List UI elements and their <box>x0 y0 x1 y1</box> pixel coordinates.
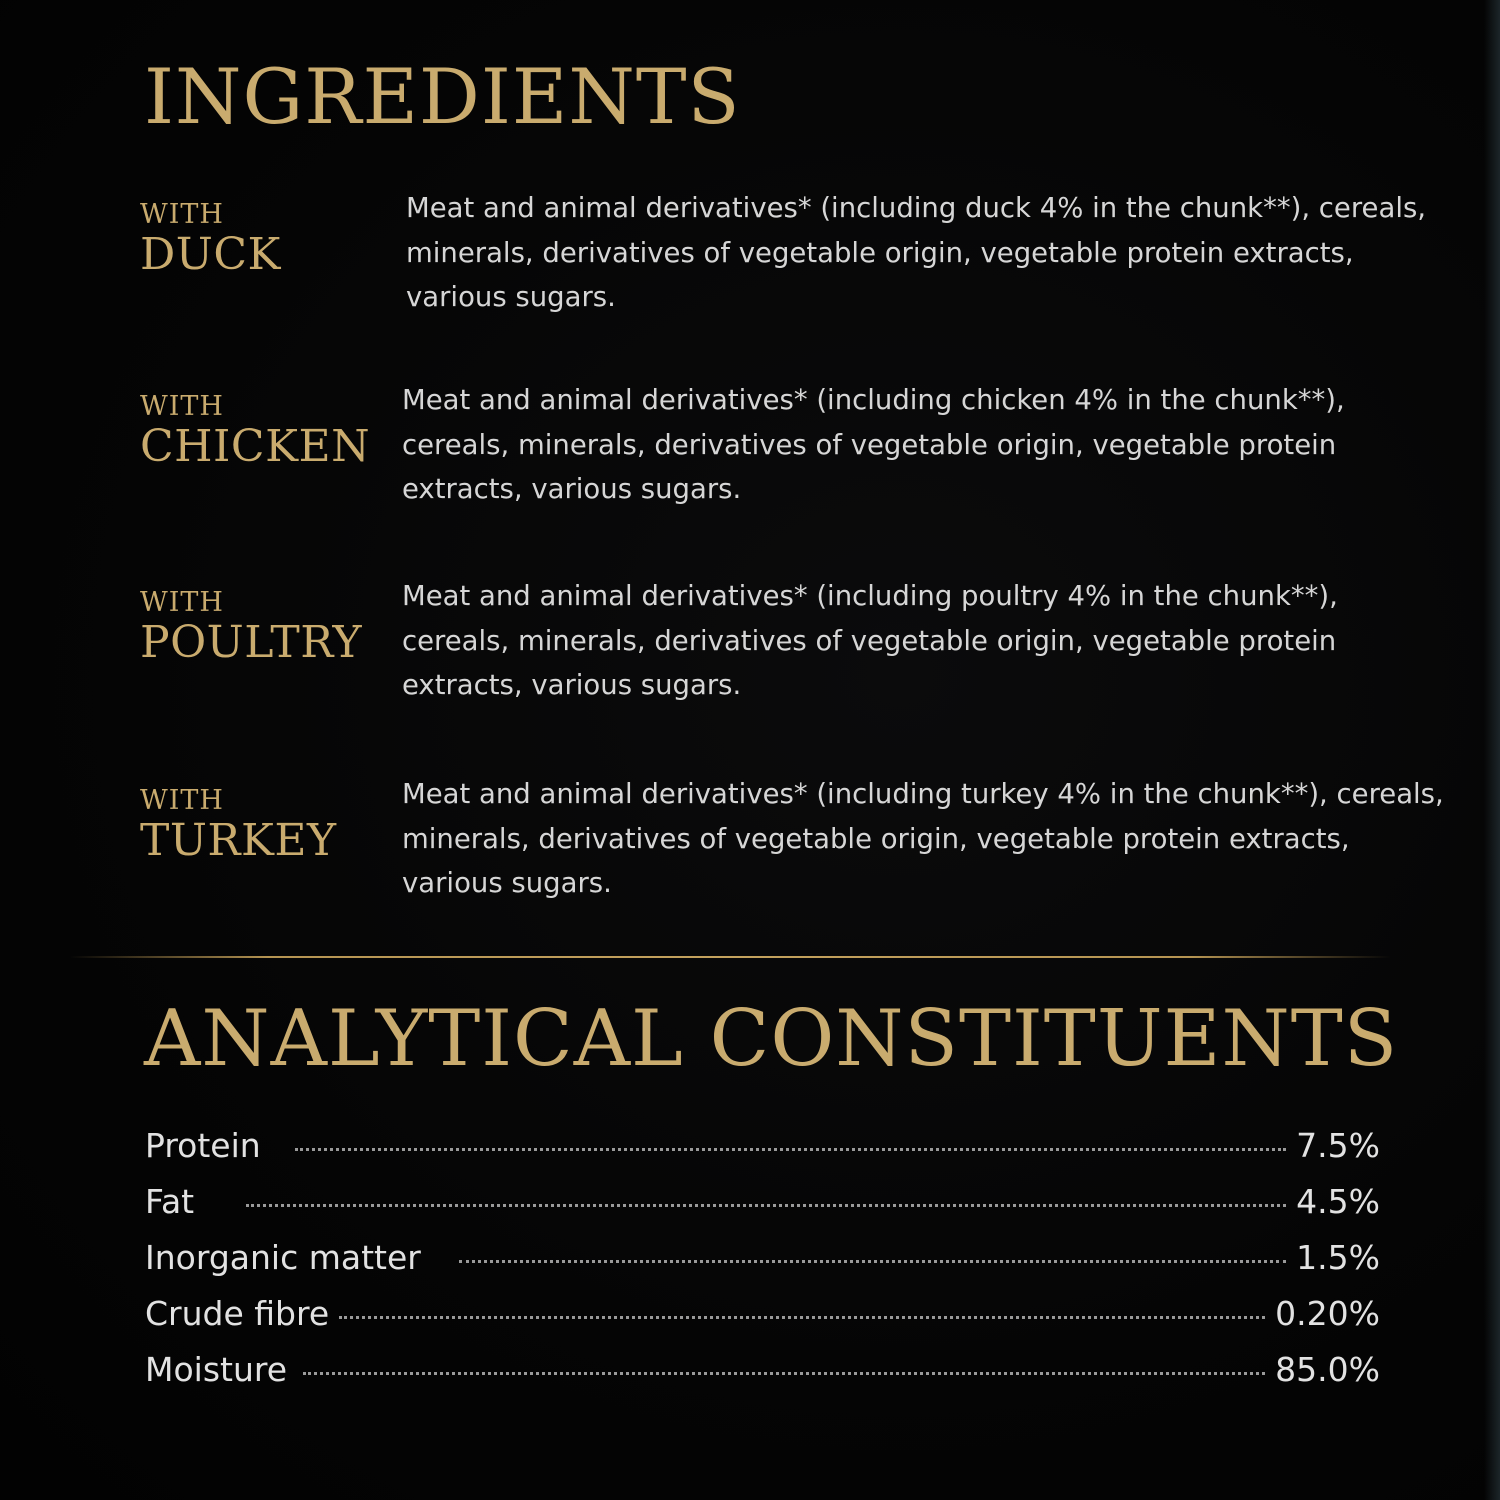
dot-leader <box>295 1148 1286 1151</box>
variant-name: DUCK <box>140 229 281 280</box>
ingredient-row-chicken <box>140 384 1450 512</box>
ingredient-row-duck <box>140 192 1450 320</box>
ingredients-heading: INGREDIENTS <box>144 52 741 141</box>
constituent-row-inorganic-matter <box>145 1238 1380 1294</box>
variant-with-label: WITH <box>140 391 224 422</box>
variant-name: CHICKEN <box>140 421 371 472</box>
ingredient-text: Meat and animal derivatives* (including chicken 4% in the chunk**), cereals, minerals, derivatives of vegetable origin, vegetable protein extracts, various sugars. <box>402 384 1345 505</box>
constituent-label: Crude fibre <box>145 1294 330 1333</box>
constituent-row-protein <box>145 1126 1380 1182</box>
variant-label <box>140 588 390 668</box>
constituent-value: 85.0% <box>1275 1350 1380 1389</box>
dot-leader <box>339 1316 1265 1319</box>
ingredient-text: Meat and animal derivatives* (including poultry 4% in the chunk**), cereals, minerals, derivatives of vegetable origin, vegetable protein extracts, various sugars. <box>402 580 1338 701</box>
variant-label <box>140 392 390 472</box>
ingredient-text: Meat and animal derivatives* (including duck 4% in the chunk**), cereals, minerals, derivatives of vegetable origin, vegetable protein extracts, various sugars. <box>406 192 1427 313</box>
variant-label <box>140 786 390 866</box>
variant-name: TURKEY <box>140 815 337 866</box>
variant-label <box>140 200 390 280</box>
constituent-value: 0.20% <box>1275 1294 1380 1333</box>
variant-name: POULTRY <box>140 617 363 668</box>
dot-leader <box>246 1204 1286 1207</box>
variant-with-label: WITH <box>140 587 224 618</box>
constituents-list <box>145 1126 1380 1406</box>
ingredient-row-poultry <box>140 580 1450 708</box>
constituent-value: 7.5% <box>1296 1126 1380 1165</box>
constituent-row-crude-fibre <box>145 1294 1380 1350</box>
constituent-row-fat <box>145 1182 1380 1238</box>
constituent-value: 4.5% <box>1296 1182 1380 1221</box>
constituent-label: Protein <box>145 1126 261 1165</box>
ingredient-row-turkey <box>140 778 1450 906</box>
dot-leader <box>459 1260 1286 1263</box>
variant-with-label: WITH <box>140 199 224 230</box>
analytical-constituents-heading: ANALYTICAL CONSTITUENTS <box>144 994 1399 1084</box>
constituent-label: Inorganic matter <box>145 1238 421 1277</box>
constituent-row-moisture <box>145 1350 1380 1406</box>
gold-divider <box>70 956 1390 958</box>
constituent-value: 1.5% <box>1296 1238 1380 1277</box>
dot-leader <box>303 1372 1265 1375</box>
ingredient-text: Meat and animal derivatives* (including turkey 4% in the chunk**), cereals, minerals, derivatives of vegetable origin, vegetable protein extracts, various sugars. <box>402 778 1444 899</box>
variant-with-label: WITH <box>140 785 224 816</box>
constituent-label: Moisture <box>145 1350 288 1389</box>
constituent-label: Fat <box>145 1182 195 1221</box>
right-edge-shade <box>1484 0 1500 1500</box>
